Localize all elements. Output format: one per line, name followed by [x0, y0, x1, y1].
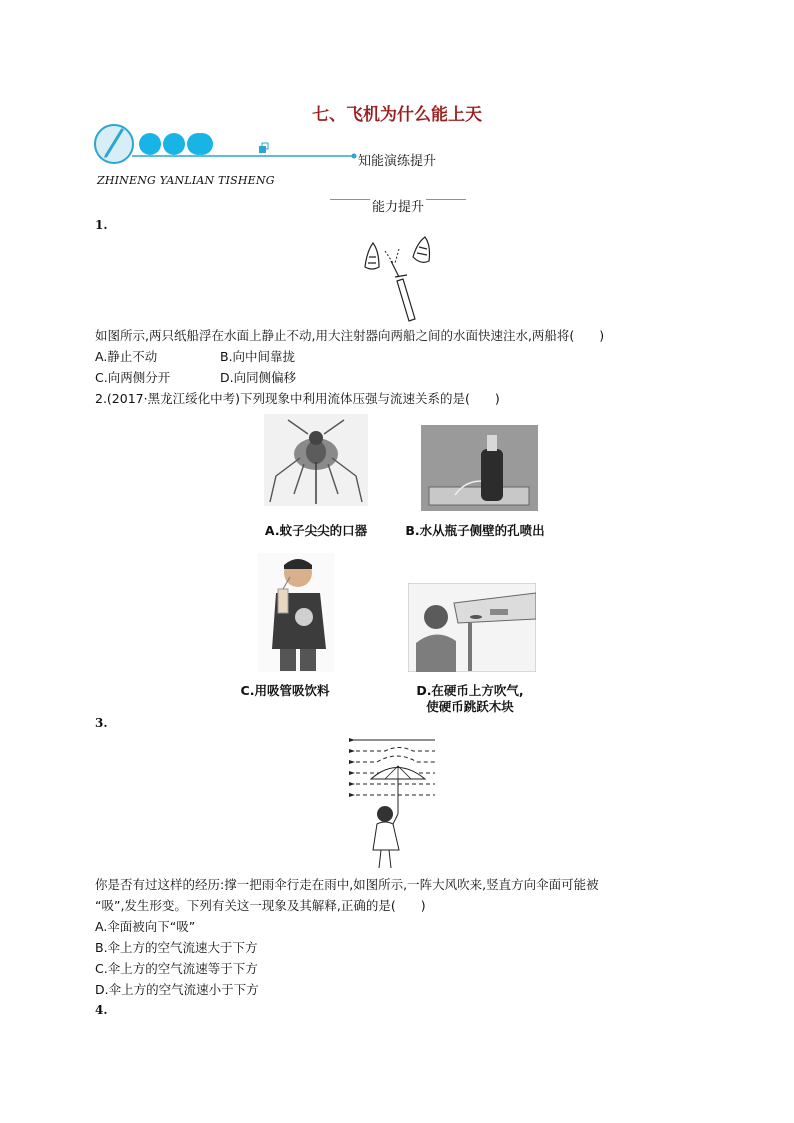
section-label: 知能演练提升 — [358, 154, 437, 169]
caption-b: B.水从瓶子侧壁的孔喷出 — [405, 523, 545, 538]
caption-a: A.蚊子尖尖的口器 — [264, 523, 368, 538]
caption-d-line1: D.在硬币上方吹气, — [416, 683, 524, 698]
boy-straw-photo — [258, 553, 334, 672]
mosquito-photo — [264, 414, 368, 506]
option-d[interactable]: D.向同侧偏移 — [220, 370, 297, 385]
option-b[interactable]: B.伞上方的空气流速大于下方 — [95, 940, 258, 955]
question-stem: 如图所示,两只纸船浮在水面上静止不动,用大注射器向两船之间的水面快速注水,两船将( ) — [95, 328, 605, 343]
question-stem-line1: 你是否有过这样的经历:撑一把雨伞行走在雨中,如图所示,一阵大风吹来,竖直方向伞面可能被 — [95, 877, 599, 892]
question-stem-line2: “吸”,发生形变。下列有关这一现象及其解释,正确的是( ) — [95, 898, 426, 913]
dot-icon — [163, 133, 185, 155]
question-number: 1. — [95, 218, 108, 232]
section-pinyin: ZHINENG YANLIAN TISHENG — [97, 174, 275, 187]
option-c[interactable]: C.伞上方的空气流速等于下方 — [95, 961, 258, 976]
question-stem: 2.(2017·黑龙江绥化中考)下列现象中利用流体压强与流速关系的是( ) — [95, 391, 500, 406]
umbrella-figure — [345, 732, 440, 872]
bottle-photo — [421, 425, 538, 511]
question-number: 4. — [95, 1003, 108, 1017]
boats-syringe-figure — [355, 233, 445, 323]
caption-d-line2: 使硬币跳跃木块 — [426, 699, 514, 714]
option-a[interactable]: A.静止不动 — [95, 349, 158, 364]
option-a[interactable]: A.伞面被向下“吸” — [95, 919, 196, 934]
subsection-title: 能力提升 — [330, 196, 466, 215]
question-number: 3. — [95, 716, 108, 730]
option-d[interactable]: D.伞上方的空气流速小于下方 — [95, 982, 259, 997]
caption-c: C.用吸管吸饮料 — [240, 683, 330, 698]
option-c[interactable]: C.向两侧分开 — [95, 370, 171, 385]
option-b[interactable]: B.向中间靠拢 — [220, 349, 296, 364]
dot-icon — [139, 133, 161, 155]
section-banner — [92, 118, 372, 168]
page-title: 七、飞机为什么能上天 — [312, 105, 482, 125]
coin-blow-photo — [408, 583, 536, 672]
